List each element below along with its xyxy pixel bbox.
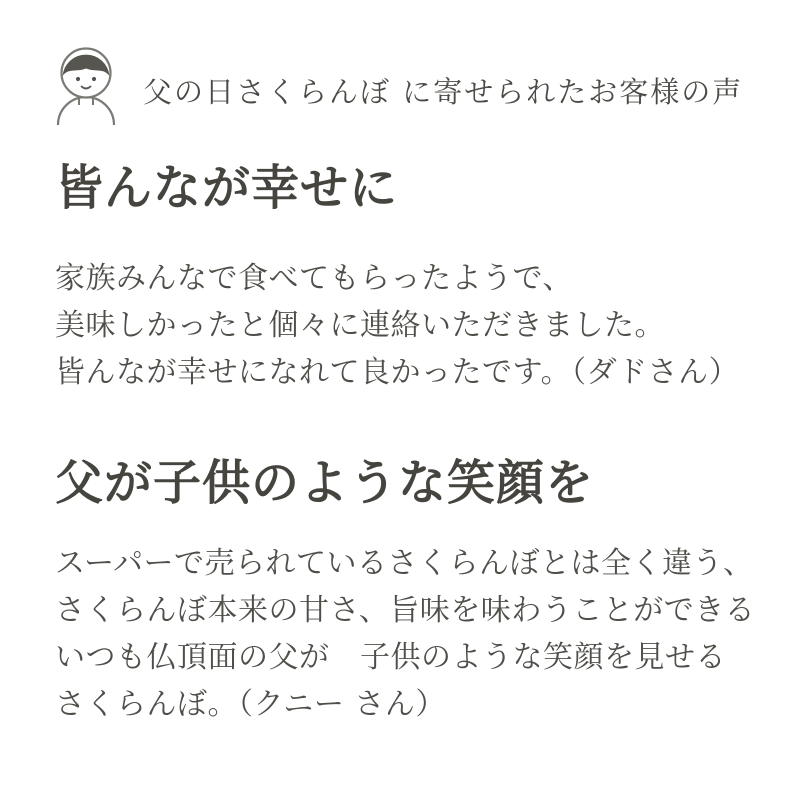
person-avatar-icon: [55, 45, 117, 125]
review-1-line-2: 美味しかったと個々に連絡いただきました。: [55, 307, 665, 343]
review-section-2: [55, 455, 765, 729]
reviews-header: [55, 45, 765, 125]
review-2-line-4: さくらんぼ。（クニー さん）: [55, 687, 446, 723]
review-1-heading: 皆んなが幸せに: [55, 160, 399, 216]
review-2-line-2: さくらんぼ本来の甘さ、旨味を味わうことができる: [55, 593, 756, 629]
reviews-header-title: 父の日さくらんぼ に寄せられたお客様の声: [143, 74, 744, 109]
review-2-heading: 父が子供のような笑顔を: [55, 454, 595, 511]
review-section-1: [55, 160, 765, 396]
review-1-line-3: 皆んなが幸せになれて良かったです。（ダドさん）: [55, 354, 740, 390]
review-1-text: [55, 255, 765, 396]
review-2-line-3: いつも仏頂面の父が 子供のような笑顔を見せる: [55, 640, 726, 676]
review-2-line-1: スーパーで売られているさくらんぼとは全く違う、: [55, 546, 754, 582]
review-1-line-1: 家族みんなで食べてもらったようで、: [55, 260, 573, 296]
review-2-text: [55, 540, 765, 728]
